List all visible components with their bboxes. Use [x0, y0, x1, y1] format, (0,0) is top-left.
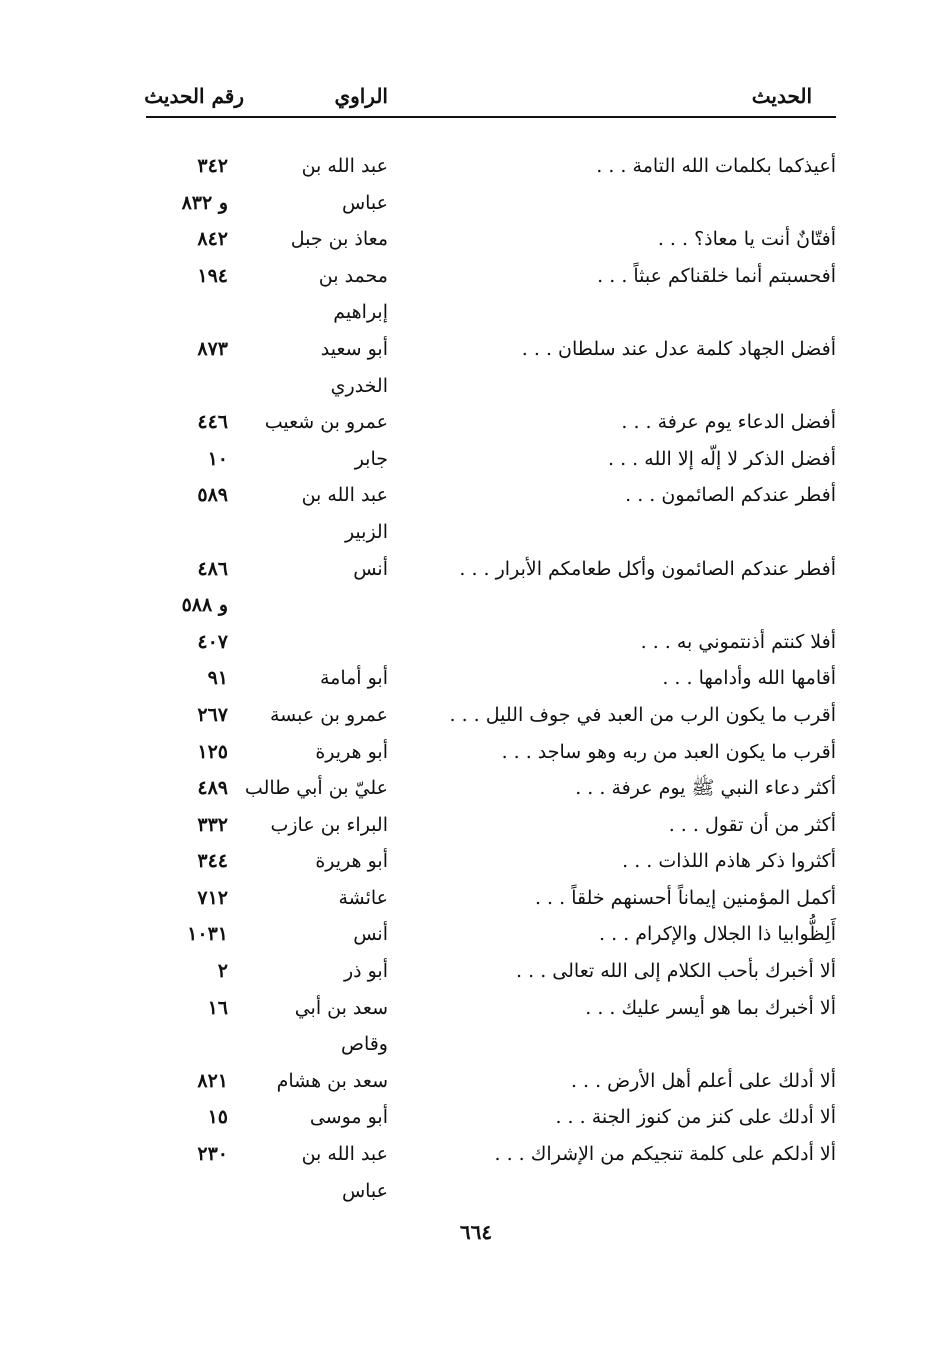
hadith-number: ١٢٥: [197, 740, 228, 763]
narrator-cell: [264, 477, 388, 550]
narrator-name-line: البراء بن عازب: [270, 813, 388, 836]
table-row: [146, 441, 836, 478]
hadith-text: أكثروا ذكر هاذم اللذات . . .: [622, 850, 836, 873]
narrator-cell: [264, 734, 388, 771]
hadith-number-cell: [148, 770, 228, 807]
hadith-text: ألا أخبرك بما هو أيسر عليك . . .: [585, 996, 836, 1019]
narrator-name-line: أبو هريرة: [315, 850, 388, 873]
hadith-text: أَلِظُّوابيا ذا الجلال والإكرام . . .: [599, 923, 836, 946]
table-row: [146, 770, 836, 807]
hadith-number: ٩١: [207, 667, 228, 690]
hadith-number-cell: [148, 331, 228, 368]
table-row: [146, 477, 836, 550]
hadith-number: ٤٨٩: [197, 777, 228, 800]
hadith-number-cell: [148, 1063, 228, 1100]
hadith-number: ١٥: [207, 1106, 228, 1129]
narrator-cell: [264, 148, 388, 221]
hadith-text: أفتّانٌ أنت يا معاذ؟ . . .: [657, 228, 836, 251]
hadith-text: أقرب ما يكون العبد من ربه وهو ساجد . . .: [501, 740, 836, 763]
table-row: [146, 331, 836, 404]
hadith-text: أفطر عندكم الصائمون . . .: [625, 484, 836, 507]
table-row: [146, 807, 836, 844]
hadith-number-cell: [148, 148, 228, 221]
hadith-number-cell: [148, 477, 228, 514]
table-row: [146, 953, 836, 990]
narrator-name-line: إبراهيم: [333, 301, 388, 324]
narrator-name-line: أبو هريرة: [315, 740, 388, 763]
narrator-name-line: أبو سعيد: [320, 337, 388, 360]
hadith-number: و ٥٨٨: [181, 594, 228, 617]
narrator-name-line: أبو أمامة: [319, 667, 388, 690]
hadith-number: ١٠٣١: [187, 923, 228, 946]
table-header: [146, 80, 836, 118]
header-hadith: الحديث: [751, 84, 812, 108]
table-row: [146, 1136, 836, 1209]
hadith-text: أعيذكما بكلمات الله التامة . . .: [596, 155, 836, 177]
hadith-number: ٨٧٣: [197, 337, 228, 360]
narrator-cell: [244, 770, 388, 807]
hadith-text: أفلا كنتم أذنتموني به . . .: [640, 630, 836, 653]
hadith-number-cell: [148, 843, 228, 880]
narrator-cell: [264, 1136, 388, 1209]
hadith-number-cell: [148, 441, 228, 478]
table-row: [146, 990, 836, 1063]
narrator-cell: [264, 660, 388, 697]
narrator-name-line: عمرو بن شعيب: [264, 411, 388, 434]
table-row: [146, 1063, 836, 1100]
narrator-name-line: أبو ذر: [343, 960, 388, 983]
narrator-name-line: جابر: [354, 447, 388, 470]
narrator-name-line: عائشة: [338, 886, 388, 909]
table-row: [146, 258, 836, 331]
narrator-name-line: أنس: [353, 923, 388, 946]
table-row: [146, 1099, 836, 1136]
hadith-text: أفضل الدعاء يوم عرفة . . .: [621, 411, 836, 434]
narrator-name-line: عباس: [341, 1179, 388, 1202]
hadith-text: ألا أخبرك بأحب الكلام إلى الله تعالى . . .: [516, 960, 836, 983]
narrator-cell: [264, 221, 388, 258]
narrator-cell: [264, 441, 388, 478]
hadith-number-cell: [148, 551, 228, 624]
table-row: [146, 916, 836, 953]
hadith-text: ألا أدلكم على كلمة تنجيكم من الإشراك . . .: [494, 1143, 836, 1166]
hadith-number: ٢٦٧: [197, 703, 228, 726]
hadith-number-cell: [148, 880, 228, 917]
table-row: [146, 734, 836, 771]
narrator-cell: [264, 990, 388, 1063]
narrator-name-line: عبد الله بن: [301, 484, 388, 507]
narrator-cell: [264, 1063, 388, 1100]
hadith-number: ٨٢١: [197, 1069, 228, 1092]
narrator-name-line: عباس: [341, 191, 388, 214]
narrator-name-line: عبد الله بن: [301, 155, 388, 177]
header-number: رقم الحديث: [144, 84, 244, 108]
narrator-name-line: الخدري: [330, 374, 388, 397]
hadith-number-cell: [148, 258, 228, 295]
hadith-number: ٣٤٤: [197, 850, 228, 873]
hadith-number-cell: [148, 916, 228, 953]
hadith-number-cell: [148, 697, 228, 734]
narrator-name-line: عبد الله بن: [301, 1143, 388, 1166]
hadith-text: ألا أدلك على كنز من كنوز الجنة . . .: [555, 1106, 836, 1129]
narrator-cell: [264, 880, 388, 917]
header-narrator: الراوي: [334, 84, 388, 108]
hadith-number-cell: [148, 624, 228, 661]
table-row: [146, 148, 836, 221]
narrator-name-line: معاذ بن جبل: [290, 228, 388, 251]
hadith-text: أكثر دعاء النبي ﷺ يوم عرفة . . .: [575, 777, 836, 800]
hadith-number-cell: [148, 1136, 228, 1173]
hadith-number: ٣٤٢: [197, 155, 228, 177]
narrator-cell: [264, 331, 388, 404]
narrator-name-line: وقاص: [340, 1033, 388, 1056]
hadith-number-cell: [148, 404, 228, 441]
narrator-name-line: أنس: [353, 557, 388, 580]
table-row: [146, 697, 836, 734]
narrator-cell: [264, 807, 388, 844]
hadith-text: أكثر من أن تقول . . .: [668, 813, 836, 836]
hadith-text: أفحسبتم أنما خلقناكم عبثاً . . .: [597, 264, 836, 287]
hadith-number: و ٨٣٢: [181, 191, 228, 214]
hadith-index-list: [146, 148, 836, 1209]
narrator-cell: [264, 916, 388, 953]
narrator-cell: [264, 843, 388, 880]
hadith-number-cell: [148, 660, 228, 697]
hadith-number: ٥٨٩: [197, 484, 228, 507]
narrator-name-line: أبو موسى: [309, 1106, 388, 1129]
narrator-cell: [264, 624, 388, 661]
hadith-number: ١٦: [207, 996, 228, 1019]
narrator-name-line: سعد بن هشام: [276, 1069, 388, 1092]
narrator-cell: [264, 1099, 388, 1136]
narrator-name-line: محمد بن: [318, 264, 388, 287]
hadith-text: أفضل الذكر لا إلّه إلا الله . . .: [608, 447, 836, 470]
hadith-number: ١٩٤: [197, 264, 228, 287]
hadith-number: ٤٠٧: [197, 630, 228, 653]
table-row: [146, 880, 836, 917]
narrator-cell: [264, 697, 388, 734]
hadith-number: ٣٣٢: [197, 813, 228, 836]
narrator-cell: [264, 404, 388, 441]
narrator-name-line: سعد بن أبي: [294, 996, 388, 1019]
table-row: [146, 660, 836, 697]
table-row: [146, 404, 836, 441]
hadith-number-cell: [148, 1099, 228, 1136]
narrator-name-line: الزبير: [344, 520, 388, 543]
hadith-text: أقامها الله وأدامها . . .: [662, 667, 836, 690]
hadith-number-cell: [148, 221, 228, 258]
hadith-text: ألا أدلك على أعلم أهل الأرض . . .: [570, 1069, 836, 1092]
hadith-number: ١٠: [207, 447, 228, 470]
narrator-cell: [264, 258, 388, 331]
table-row: [146, 624, 836, 661]
hadith-number: ٢: [217, 960, 228, 983]
hadith-number: ٨٤٢: [197, 228, 228, 251]
hadith-number-cell: [148, 807, 228, 844]
narrator-name-line: عمرو بن عبسة: [269, 703, 388, 726]
hadith-number-cell: [148, 953, 228, 990]
narrator-name-line: [264, 624, 388, 661]
hadith-number: ٤٤٦: [197, 411, 228, 434]
hadith-text: أفضل الجهاد كلمة عدل عند سلطان . . .: [521, 337, 836, 360]
hadith-text: أفطر عندكم الصائمون وأكل طعامكم الأبرار . . .: [459, 557, 836, 580]
table-row: [146, 221, 836, 258]
hadith-number: ٢٣٠: [197, 1143, 228, 1166]
page-number: ٦٦٤: [459, 1220, 493, 1244]
hadith-text: أكمل المؤمنين إيماناً أحسنهم خلقاً . . .: [534, 886, 836, 909]
table-row: [146, 843, 836, 880]
hadith-number: ٧١٢: [197, 886, 228, 909]
hadith-text: أقرب ما يكون الرب من العبد في جوف الليل . . .: [449, 703, 836, 726]
narrator-cell: [264, 953, 388, 990]
table-row: [146, 551, 836, 624]
hadith-number-cell: [148, 990, 228, 1027]
narrator-cell: [264, 551, 388, 588]
hadith-number-cell: [148, 734, 228, 771]
narrator-name-line: عليّ بن أبي طالب: [244, 777, 388, 800]
hadith-number: ٤٨٦: [197, 557, 228, 580]
